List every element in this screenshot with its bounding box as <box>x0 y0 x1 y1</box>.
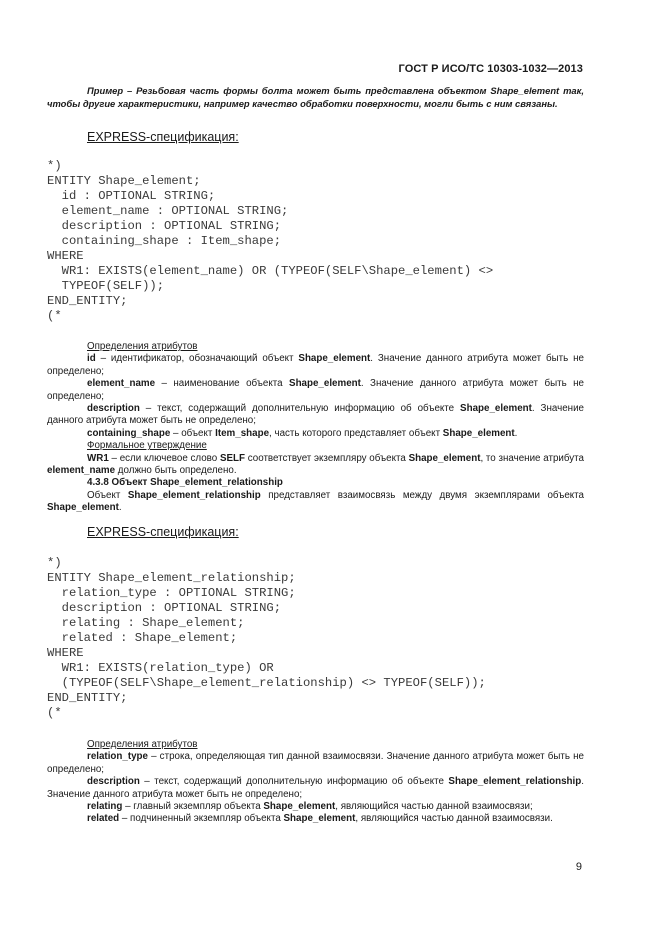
express-spec-title-2: EXPRESS-спецификация: <box>87 525 239 539</box>
subsection-text: Объект Shape_element_relationship представляет взаимосвязь между двумя экземплярами объекта Shape_element. <box>47 489 584 514</box>
attr-def-relation-type: relation_type – строка, определяющая тип данной взаимосвязи. Значение данного атрибута может быть не определено; <box>47 751 584 775</box>
subsection-title: 4.3.8 Объект Shape_element_relationship <box>87 477 283 489</box>
attr-def-id: id – идентификатор, обозначающий объект Shape_element. Значение данного атрибута может быть не определено; <box>47 353 584 377</box>
attribute-definitions-heading: Определения атрибутов <box>87 341 198 352</box>
attribute-definitions <box>47 341 584 515</box>
attr-def-element-name: element_name – наименование объекта Shape_element. Значение данного атрибута может быть не определено; <box>47 378 584 402</box>
attribute-definitions-heading-2: Определения атрибутов <box>87 739 198 750</box>
example-note: Пример – Резьбовая часть формы болта может быть представлена объектом Shape_element так, чтобы другие характеристики, например качество обработки поверхности, могли быть с ним связаны. <box>47 85 584 109</box>
express-spec-title: EXPRESS-спецификация: <box>87 130 239 144</box>
express-code-shape-element-relationship: *) ENTITY Shape_element_relationship; relation_type : OPTIONAL STRING; description : OPTIONAL STRING; relating : Shape_element; related : Shape_element; WHERE WR1: EXISTS(relation_type) OR (TYPEOF(SELF\Shape_element_relationship) <> TYPEOF(SELF)); END_ENTITY; (* <box>47 556 486 720</box>
attr-def-description: description – текст, содержащий дополнительную информацию об объекте Shape_element. Значение данного атрибута может быть не определено; <box>47 403 585 427</box>
attr-def-relating: relating – главный экземпляр объекта Shape_element, являющийся частью данной взаимосвязи; <box>87 801 533 813</box>
attr-def-related: related – подчиненный экземпляр объекта Shape_element, являющийся частью данной взаимосвязи. <box>87 813 553 825</box>
attr-def-description-2: description – текст, содержащий дополнительную информацию об объекте Shape_element_relationship. Значение данного атрибута может быть не определено; <box>47 776 584 800</box>
express-code-shape-element: *) ENTITY Shape_element; id : OPTIONAL STRING; element_name : OPTIONAL STRING; description : OPTIONAL STRING; containing_shape : Item_shape; WHERE WR1: EXISTS(element_name) OR (TYPEOF(SELF\Shape_element) <> TYPEOF(SELF)); END_ENTITY; (* <box>47 159 494 323</box>
document-header: ГОСТ Р ИСО/ТС 10303-1032—2013 <box>398 63 583 75</box>
formal-rule-wr1: WR1 – если ключевое слово SELF соответствует экземпляру объекта Shape_element, то значение атрибута element_name должно быть определено. <box>47 452 584 477</box>
attr-def-containing-shape: containing_shape – объект Item_shape, часть которого представляет объект Shape_element. <box>87 427 518 439</box>
attribute-definitions-2 <box>47 739 584 826</box>
formal-rule-heading: Формальное утверждение <box>87 440 207 452</box>
page-number: 9 <box>575 861 582 873</box>
